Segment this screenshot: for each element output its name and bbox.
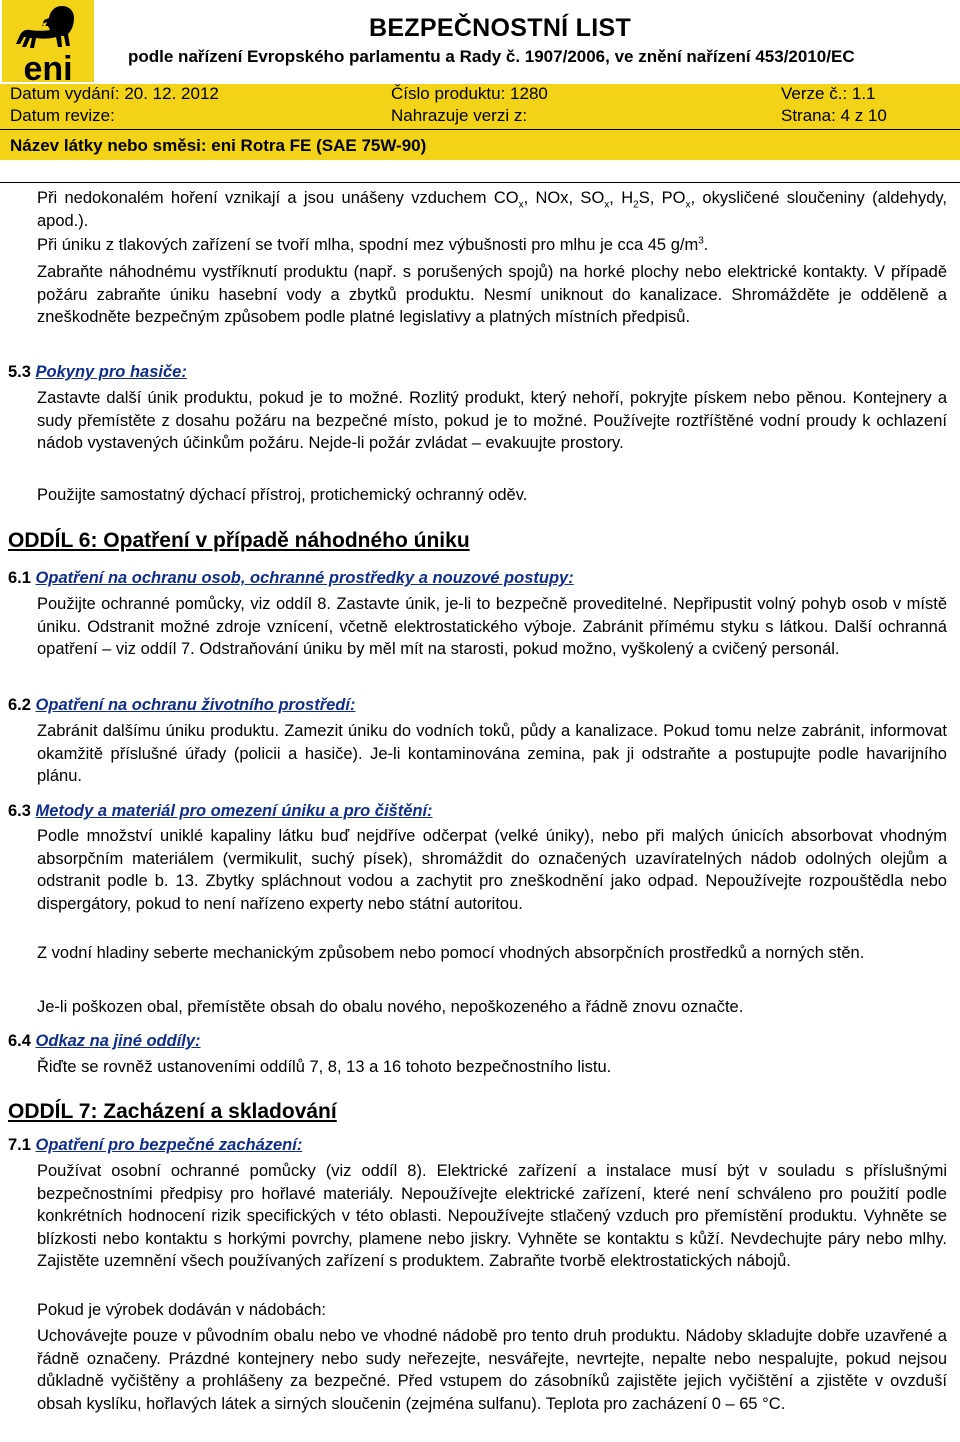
revision-date: Datum revize:	[10, 106, 115, 125]
logo-wordmark: eni	[23, 50, 73, 82]
paragraph-combustion: Při nedokonalém hoření vznikají a jsou unášeny vzduchem $CO_x$, NOx, $SO_x$, $H_2S$, $PO_x$, okysličené sloučeniny (aldehydy, apod.).	[37, 189, 947, 230]
paragraph-6-3-water: Z vodní hladiny seberte mechanickým způsobem nebo pomocí vhodných absorpčních prostředků a norných stěn.	[37, 944, 865, 962]
paragraph-6-4: Řiďte se rovněž ustanoveními oddílů 7, 8, 13 a 16 tohoto bezpečnostního listu.	[37, 1058, 612, 1076]
heading-6-1: 6.1 Opatření na ochranu osob, ochranné prostředky a nouzové postupy:	[8, 569, 574, 587]
heading-5-3: 5.3 Pokyny pro hasiče:	[8, 363, 187, 381]
substance-name: Název látky nebo směsi: eni Rotra FE (SAE 75W-90)	[10, 136, 427, 155]
paragraph-6-1: Použijte ochranné pomůcky, viz oddíl 8. Zastavte únik, je-li to bezpečně proveditelné. Nepřipustit volný pohyb osob v místě úniku. Odstranit možné zdroje vznícení, včetně elektrostatického výboje. Zabránit přímému styku s látkou. Další ochranná opatření – viz oddíl 7. Odstraňování úniku by měl mít na starosti, pokud možno, vyškolený a cvičený personál.	[37, 595, 947, 658]
product-number: Číslo produktu: 1280	[391, 84, 548, 103]
paragraph-6-2: Zabránit dalšímu úniku produktu. Zamezit úniku do vodních toků, půdy a kanalizace. Pokud tomu nelze zabránit, informovat okamžitě příslušné úřady (policii a hasiče). Je-li kontaminována zemina, pak ji odstraňte a postupujte podle havarijního plánu.	[37, 722, 947, 785]
heading-6-2: 6.2 Opatření na ochranu životního prostředí:	[8, 696, 356, 714]
heading-6-4: 6.4 Odkaz na jiné oddíly:	[8, 1032, 201, 1050]
six-legged-dog-icon	[2, 0, 94, 82]
paragraph-7-1-containers: Uchovávejte pouze v původním obalu nebo ve vhodné nádobě pro tento druh produktu. Nádoby skladujte dobře uzavřené a řádně označeny. Prázdné kontejnery nebo sudy neřezejte, nesvářejte, nevrtejte, nepalte nebo nespalujte, pokud nejsou důkladně vyčištěny a prohlášeny za bezpečné. Před vstupem do zásobníků zajistěte jejich vyčištění a zjistěte v ovzduší obsah kyslíku, hořlavých látek a sirných sloučenin (zejména sulfanu). Teplota pro zacházení 0 – 65 °C.	[37, 1327, 947, 1413]
eni-logo	[2, 0, 94, 82]
header-band-dates	[0, 84, 960, 103]
heading-6-3: 6.3 Metody a materiál pro omezení úniku a pro čištění:	[8, 802, 433, 820]
document-title: BEZPEČNOSTNÍ LIST	[368, 14, 632, 42]
paragraph-7-1-handling: Používat osobní ochranné pomůcky (viz oddíl 8). Elektrické zařízení a instalace musí být v souladu s příslušnými bezpečnostními předpisy pro hořlavé materiály. Nepoužívejte elektrické zařízení, které není schváleno pro použití podle konkrétních hodnocení rizik specifických v této oblasti. Nepoužívejte stlačený vzduch pro přemístění produktu. Vyhněte se blízkosti nebo kontaktu s horkými povrchy, plamene nebo jiskry. Vyhněte se kontaktu s kůží. Nevdechujte páry nebo mlhy. Zajistěte uzemnění všech používaných zařízení s produktem. Zabraňte tvorbě elektrostatických nábojů.	[37, 1162, 947, 1270]
section-6-heading: ODDÍL 6: Opatření v případě náhodného úniku	[8, 529, 470, 552]
header-bottom-rule	[0, 182, 960, 183]
paragraph-spray: Zabraňte náhodnému vystříknutí produktu (např. s porušených spojů) na horké plochy nebo elektrické kontakty. V případě požáru zabraňte úniku hasební vody a zbytků produktu. Nesmí uniknout do kanalizace. Shromážděte je odděleně a zneškodněte bezpečným způsobem podle platné legislativy a platných místních předpisů.	[37, 263, 947, 326]
page-number: Strana: 4 z 10	[781, 106, 887, 125]
document-header	[0, 0, 960, 184]
paragraph-5-3-firefighting: Zastavte další únik produktu, pokud je to možné. Rozlitý produkt, který nehoří, pokryjte pískem nebo pěnou. Kontejnery a sudy přemístěte z dosahu požáru na bezpečné místo, pokud je to možné. Používejte roztříštěné vodní proudy k ochlazení nádob vystavených účinkům požáru. Nejde-li požár zvládat – evakuujte prostory.	[37, 389, 947, 452]
paragraph-6-3-package: Je-li poškozen obal, přemístěte obsah do obalu nového, nepoškozeného a řádně znovu označte.	[37, 998, 744, 1016]
replaces-version: Nahrazuje verzi z:	[391, 106, 528, 125]
paragraph-6-3-absorb: Podle množství uniklé kapaliny látku buď nejdříve odčerpat (velké úniky), nebo při malých únicích absorbovat vhodným absorpčním materiálem (vermikulit, suchý písek), shromáždit do označených uzavíratelných nádob odolných olejům a odstranit podle b. 13. Zbytky spláchnout vodou a zachytit pro zneškodnění jako odpad. Nepoužívejte rozpouštědla nebo dispergátory, pokud to není nařízeno experty nebo státní autoritou.	[37, 827, 947, 913]
header-band-name	[0, 130, 960, 160]
issue-date: Datum vydání: 20. 12. 2012	[10, 84, 219, 103]
paragraph-7-1-containers-intro: Pokud je výrobek dodáván v nádobách:	[37, 1301, 326, 1319]
section-7-heading: ODDÍL 7: Zacházení a skladování	[8, 1100, 337, 1123]
paragraph-mist: Při úniku z tlakových zařízení se tvoří mlha, spodní mez výbušnosti pro mlhu je cca 45 $g/m^3$.	[37, 235, 709, 254]
heading-7-1: 7.1 Opatření pro bezpečné zacházení:	[8, 1136, 303, 1154]
version-number: Verze č.: 1.1	[781, 84, 876, 103]
paragraph-5-3-protection: Použijte samostatný dýchací přístroj, protichemický ochranný oděv.	[37, 486, 528, 504]
header-band-revision	[0, 103, 960, 129]
document-subtitle: podle nařízení Evropského parlamentu a Rady č. 1907/2006, ve znění nařízení 453/2010/EC	[128, 47, 855, 66]
